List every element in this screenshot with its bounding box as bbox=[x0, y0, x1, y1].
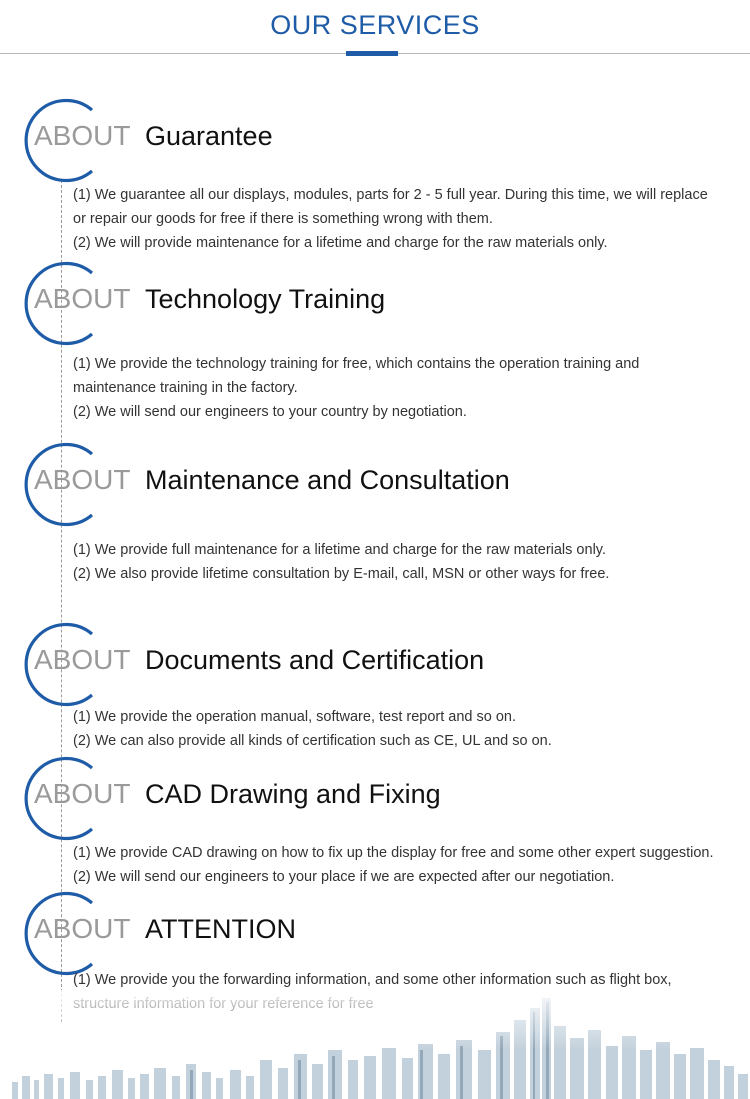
about-badge bbox=[20, 98, 131, 183]
section-line: (2) We will send our engineers to your place if we are expected after our negotiation. bbox=[73, 869, 615, 885]
section-line: (2) We also provide lifetime consultation by E-mail, call, MSN or other ways for free. bbox=[73, 566, 610, 582]
section-body bbox=[73, 705, 733, 753]
section-body bbox=[73, 841, 743, 889]
section-line: (1) We provide full maintenance for a lifetime and charge for the raw materials only. bbox=[73, 542, 606, 558]
about-label: ABOUT bbox=[34, 120, 131, 151]
about-badge bbox=[20, 261, 131, 346]
about-label: ABOUT bbox=[34, 913, 131, 944]
section-line: (1) We guarantee all our displays, modules, parts for 2 - 5 full year. During this time, we will replace or repair our goods for free if there is something wrong with them. bbox=[73, 187, 708, 227]
about-badge bbox=[20, 756, 131, 841]
section-title: ATTENTION bbox=[145, 914, 296, 944]
section-line: (2) We can also provide all kinds of certification such as CE, UL and so on. bbox=[73, 733, 552, 749]
section-line: (1) We provide CAD drawing on how to fix up the display for free and some other expert suggestion. bbox=[73, 845, 714, 861]
section-title: Guarantee bbox=[145, 121, 273, 151]
section-title: Technology Training bbox=[145, 284, 386, 314]
section-body bbox=[73, 538, 733, 586]
section-line: (1) We provide the operation manual, software, test report and so on. bbox=[73, 709, 517, 725]
about-label: ABOUT bbox=[34, 283, 131, 314]
section-body bbox=[73, 352, 693, 424]
about-badge bbox=[20, 622, 131, 707]
about-badge bbox=[20, 442, 131, 527]
about-badge bbox=[20, 891, 131, 976]
page-header bbox=[0, 0, 750, 60]
section-line: (1) We provide you the forwarding information, and some other information such as flight box, bbox=[73, 972, 672, 988]
about-label: ABOUT bbox=[34, 644, 131, 675]
about-label: ABOUT bbox=[34, 464, 131, 495]
header-accent-bar bbox=[346, 51, 398, 56]
section-line: (2) We will provide maintenance for a lifetime and charge for the raw materials only. bbox=[73, 235, 608, 251]
section-line: (2) We will send our engineers to your country by negotiation. bbox=[73, 404, 467, 420]
section-title: CAD Drawing and Fixing bbox=[145, 779, 441, 809]
section-title: Documents and Certification bbox=[145, 645, 485, 675]
section-line: (1) We provide the technology training for free, which contains the operation training and maintenance training in the factory. bbox=[73, 356, 640, 396]
about-label: ABOUT bbox=[34, 778, 131, 809]
city-skyline-image bbox=[0, 990, 750, 1099]
section-title: Maintenance and Consultation bbox=[145, 465, 510, 495]
section-body bbox=[73, 183, 713, 255]
page-title: OUR SERVICES bbox=[270, 10, 480, 40]
